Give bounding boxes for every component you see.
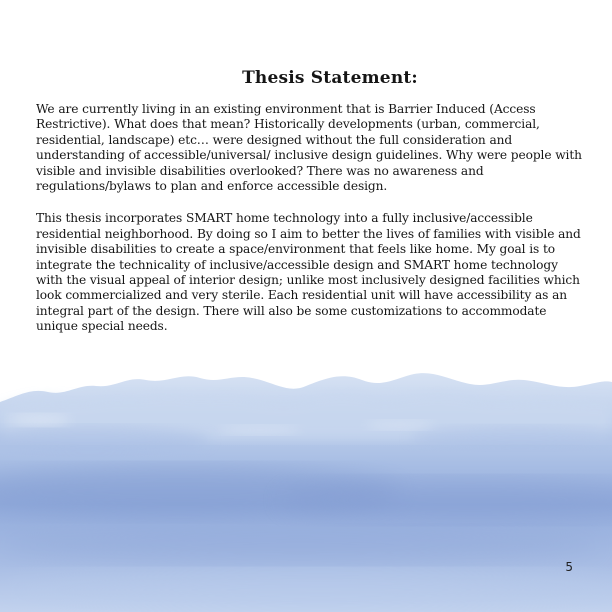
page-number: 5 xyxy=(565,560,573,574)
paragraph-1: We are currently living in an existing environment that is Barrier Induced (Access Restrictive). What does that mean? Historically developments (urban, commercial, residential, landscape) etc… were designed without the full consideration and understanding of accessible/universal/ inclusive design guidelines. Why were people with visible and invisible disabilities overlooked? There was no awareness and regulations/bylaws to plan and enforce accessible design. xyxy=(36,102,582,194)
paragraph-2: This thesis incorporates SMART home technology into a fully inclusive/accessible residential neighborhood. By doing so I aim to better the lives of families with visible and invisible disabilities to create a space/environment that feels like home. My goal is to integrate the technicality of inclusive/accessible design and SMART home technology with the visual appeal of interior design; unlike most inclusively designed facilities which look commercialized and very sterile. Each residential unit will have accessibility as an integral part of the design. There will also be some customizations to accommodate unique special needs. xyxy=(36,211,581,334)
page-title: Thesis Statement: xyxy=(242,68,418,88)
thesis-statement-section xyxy=(36,68,588,352)
